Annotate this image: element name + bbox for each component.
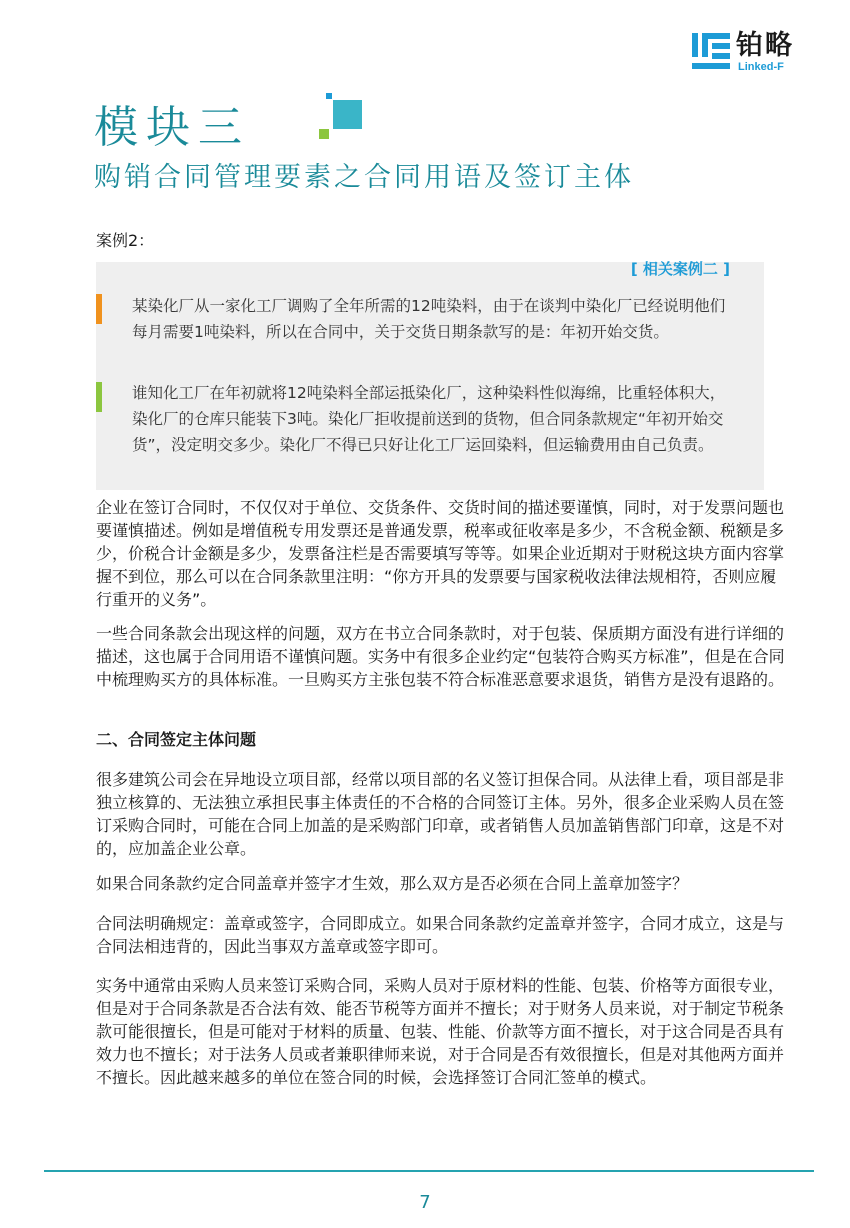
body-paragraph-5: 合同法明确规定：盖章或签字，合同即成立。如果合同条款约定盖章并签字，合同才成立，这是与合同法相违背的，因此当事双方盖章或签字即可。 [96, 914, 785, 956]
body-paragraph-3: 很多建筑公司会在异地设立项目部，经常以项目部的名义签订担保合同。从法律上看，项目部是非独立核算的、无法独立承担民事主体责任的不合格的合同签订主体。另外，很多企业采购人员在签订采购合同时，可能在合同上加盖的是采购部门印章，或者销售人员加盖销售部门印章，这是不对的，应加盖企业公章。 [96, 770, 785, 858]
deco-square-large [333, 100, 362, 129]
case-paragraph-2: 谁知化工厂在年初就将12吨染料全部运抵染化厂，这种染料性似海绵，比重轻体积大，染化厂的仓库只能装下3吨。染化厂拒收提前送到的货物，但合同条款规定“年初开始交货”，没定明交多少。染化厂不得已只好让化工厂运回染料，但运输费用由自己负责。 [132, 384, 726, 454]
module-subtitle: 购销合同管理要素之合同用语及签订主体 [94, 162, 634, 193]
case-paragraph-1: 某染化厂从一家化工厂调购了全年所需的12吨染料，由于在谈判中染化厂已经说明他们每月需要1吨染料，所以在合同中，关于交货日期条款写的是：年初开始交货。 [132, 297, 726, 341]
company-logo [692, 30, 812, 74]
deco-square-small [326, 93, 332, 99]
module-title: 模块三 [94, 102, 250, 153]
related-case-tag: [ 相关案例二 ] [630, 260, 730, 278]
case-box [96, 262, 764, 490]
body-paragraph-1: 企业在签订合同时，不仅仅对于单位、交货条件、交货时间的描述要谨慎，同时，对于发票问题也要谨慎描述。例如是增值税专用发票还是普通发票，税率或征收率是多少，不含税金额、税额是多少，价税合计金额是多少，发票备注栏是否需要填写等等。如果企业近期对于财税这块方面内容掌握不到位，那么可以在合同条款里注明：“你方开具的发票要与国家税收法律法规相符，否则应履行重开的义务”。 [96, 498, 785, 609]
body-paragraph-2: 一些合同条款会出现这样的问题，双方在书立合同条款时，对于包装、保质期方面没有进行详细的描述，这也属于合同用语不谨慎问题。实务中有很多企业约定“包装符合购买方标准”，但是在合同中梳理购买方的具体标准。一旦购买方主张包装不符合标准恶意要求退货，销售方是没有退路的。 [96, 624, 785, 689]
page-number: 7 [419, 1192, 431, 1213]
logo-brand: 铂略 [736, 30, 794, 61]
logo-mark-icon [692, 33, 730, 71]
footer-divider [44, 1170, 814, 1172]
body-paragraph-6: 实务中通常由采购人员来签订采购合同，采购人员对于原材料的性能、包装、价格等方面很专业，但是对于合同条款是否合法有效、能否节税等方面并不擅长；对于财务人员来说，对于制定节税条款可能很擅长，但是可能对于材料的质量、包装、性能、价款等方面不擅长，对于这合同是否具有效力也不擅长；对于法务人员或者兼职律师来说，对于合同是否有效很擅长，但是对其他两方面并不擅长。因此越来越多的单位在签合同的时候，会选择签订合同汇签单的模式。 [96, 976, 785, 1087]
body-paragraph-4: 如果合同条款约定合同盖章并签字才生效，那么双方是否必须在合同上盖章加签字？ [96, 874, 689, 893]
orange-accent-bar [96, 294, 102, 324]
case-label: 案例2： [96, 231, 155, 250]
section-heading: 二、合同签定主体问题 [96, 730, 257, 749]
green-accent-bar [96, 382, 102, 412]
deco-square-green [319, 129, 329, 139]
logo-sub: Linked-F [738, 61, 784, 73]
